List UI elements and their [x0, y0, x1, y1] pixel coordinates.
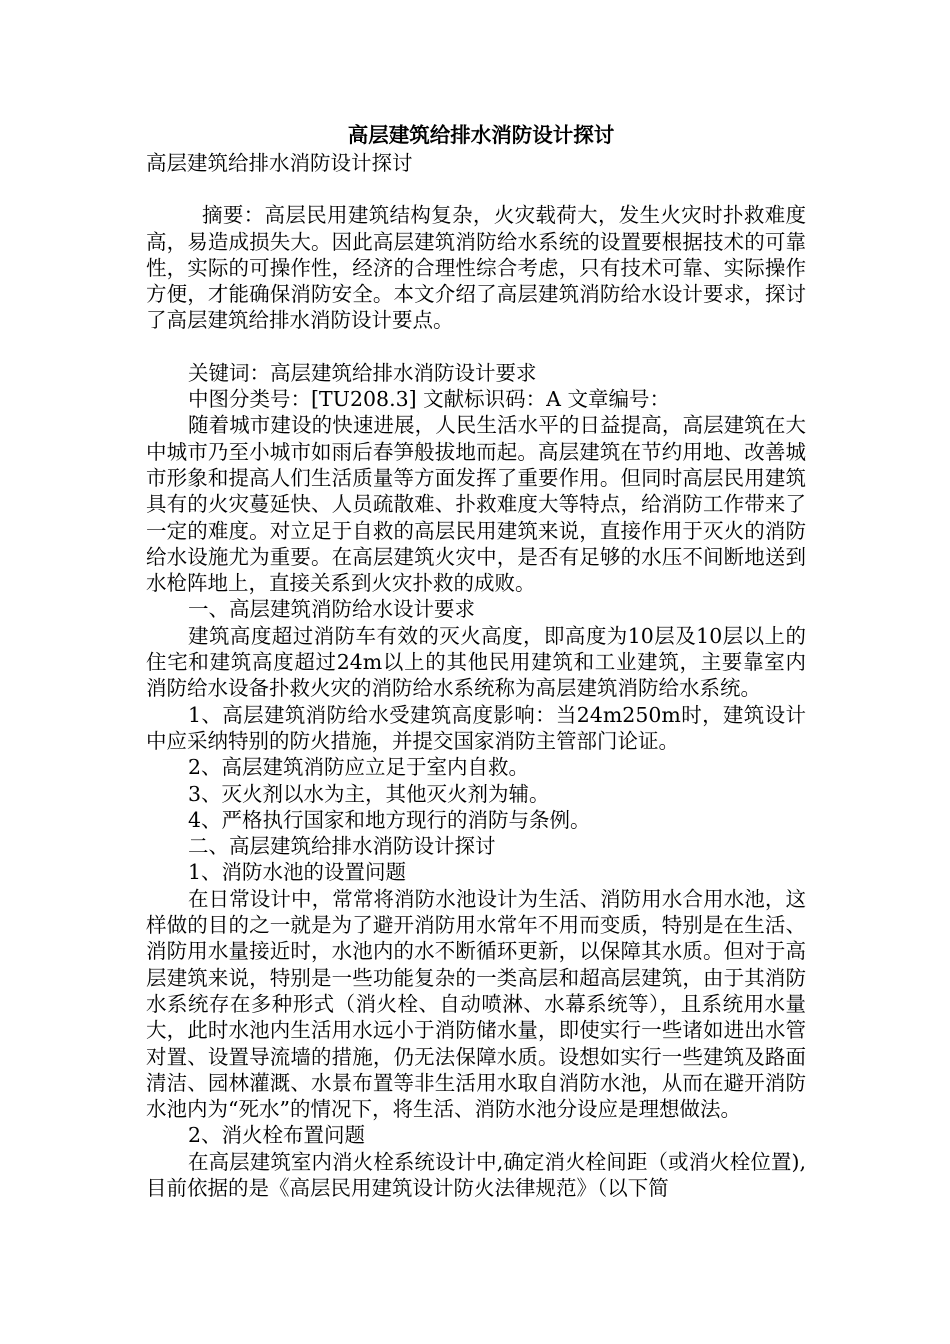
list-item: 1、高层建筑消防给水受建筑高度影响：当24m250m时，建筑设计中应采纳特别的防火措施，并提交国家消防主管部门论证。 — [146, 702, 806, 753]
list-item: 4、严格执行国家和地方现行的消防与条例。 — [188, 807, 591, 832]
body-paragraph: 建筑高度超过消防车有效的灭火高度，即高度为10层及10层以上的住宅和建筑高度超过24m以上的其他民用建筑和工业建筑，主要靠室内消防给水设备扑救火灾的消防给水系统称为高层建筑消防给水系统。 — [146, 623, 806, 701]
blank-line — [146, 334, 806, 360]
intro-paragraph: 随着城市建设的快速进展，人民生活水平的日益提高，高层建筑在大中城市乃至小城市如雨后春笋般拔地而起。高层建筑在节约用地、改善城市形象和提高人们生活质量等方面发挥了重要作用。但同时高层民用建筑具有的火灾蔓延快、人员疏散难、扑救难度大等特点，给消防工作带来了一定的难度。对立足于自救的高层民用建筑来说，直接作用于灭火的消防给水设施尤为重要。在高层建筑火灾中，是否有足够的水压不间断地送到水枪阵地上，直接关系到火灾扑救的成败。 — [146, 413, 806, 596]
section-heading-1: 一、高层建筑消防给水设计要求 — [188, 597, 475, 622]
body-paragraph: 在高层建筑室内消火栓系统设计中,确定消火栓间距（或消火栓位置),目前依据的是《高层民用建筑设计防火法律规范》（以下简 — [146, 1149, 806, 1200]
list-item: 3、灭火剂以水为主，其他灭火剂为辅。 — [188, 781, 550, 806]
subsection-heading: 1、消防水池的设置问题 — [188, 860, 407, 885]
classification-line: 中图分类号：[TU208.3] 文献标识码：A 文章编号： — [188, 387, 670, 412]
list-item: 2、高层建筑消防应立足于室内自救。 — [188, 755, 530, 780]
keywords-line: 关键词：高层建筑给排水消防设计要求 — [188, 360, 537, 385]
abstract-paragraph: 摘要：高层民用建筑结构复杂，火灾载荷大，发生火灾时扑救难度高，易造成损失大。因此高层建筑消防给水系统的设置要根据技术的可靠性，实际的可操作性，经济的合理性综合考虑，只有技术可靠、实际操作方便，才能确保消防安全。本文介绍了高层建筑消防给水设计要求，探讨了高层建筑给排水消防设计要点。 — [146, 203, 806, 333]
section-heading-2: 二、高层建筑给排水消防设计探讨 — [188, 834, 496, 859]
body-paragraph: 在日常设计中，常常将消防水池设计为生活、消防用水合用水池，这样做的目的之一就是为了避开消防用水常年不用而变质，特别是在生活、消防用水量接近时，水池内的水不断循环更新，以保障其水质。但对于高层建筑来说，特别是一些功能复杂的一类高层和超高层建筑，由于其消防水系统存在多种形式（消火栓、自动喷淋、水幕系统等），且系统用水量大，此时水池内生活用水远小于消防储水量，即使实行一些诸如进出水管对置、设置导流墙的措施，仍无法保障水质。设想如实行一些建筑及路面清洁、园林灌溉、水景布置等非生活用水取自消防水池，从而在避开消防水池内为“死水”的情况下，将生活、消防水池分设应是理想做法。 — [146, 886, 806, 1122]
document-body — [146, 120, 806, 1201]
subsection-heading: 2、消火栓布置问题 — [188, 1123, 366, 1148]
blank-line — [146, 176, 806, 202]
document-title: 高层建筑给排水消防设计探讨 — [347, 123, 615, 147]
document-subtitle: 高层建筑给排水消防设计探讨 — [146, 151, 413, 175]
